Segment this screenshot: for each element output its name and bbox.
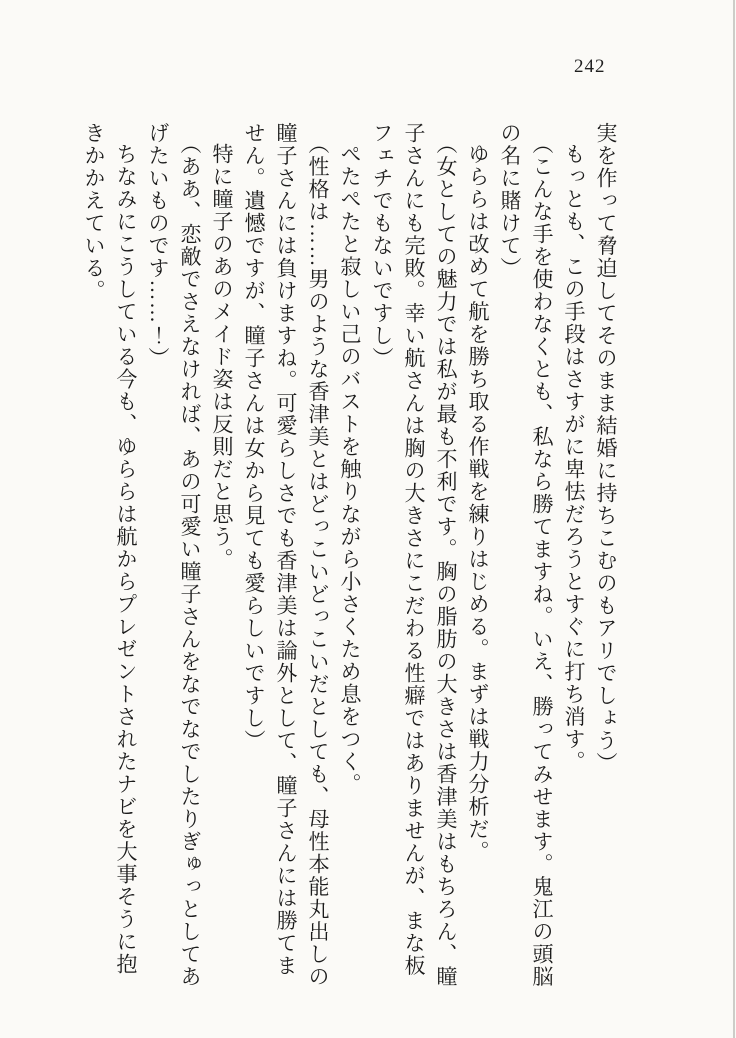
paragraph: ゆららは改めて航を勝ち取る作戦を練りはじめる。まずは戦力分析だ。 xyxy=(466,143,490,863)
page-number: 242 xyxy=(574,56,606,77)
paragraph: ぺたぺたと寂しい己のバストを触りながら小さくため息をつく。 xyxy=(338,143,362,796)
paragraph: （性格は……男のような香津美とはどっこいどっこいだとしても、母性本能丸出しの瞳子さんには負けますね。可愛らしさでも香津美は論外として、瞳子さんには勝てません。遺憾ですが、瞳子さんは女から見ても愛らしいですし） xyxy=(242,122,330,988)
paragraph: ちなみにこうしている今も、ゆららは航からプレゼントされたナビを大事そうに抱きかかえている。 xyxy=(82,122,138,976)
paragraph: （ああ、恋敵でさえなければ、あの可愛い瞳子さんをなでなでしたりぎゅっとしてあげたいものです……！） xyxy=(146,122,202,988)
paragraph: 特に瞳子のあのメイド姿は反則だと思う。 xyxy=(210,143,234,571)
paragraph: （女としての魅力では私が最も不利です。胸の脂肪の大きさは香津美はもちろん、瞳子さんにも完敗。幸い航さんは胸の大きさにこだわる性癖ではありませんが、まな板フェチでもないですし） xyxy=(370,122,458,988)
scan-edge-line xyxy=(733,0,735,1038)
paragraph: もっとも、この手段はさすがに卑怯だろうとすぐに打ち消す。 xyxy=(562,143,586,773)
paragraph: 実を作って脅迫してそのまま結婚に持ちこむのもアリでしょう） xyxy=(594,122,618,775)
vertical-text-block xyxy=(78,122,622,992)
paragraph: （こんな手を使わなくとも、私なら勝てますね。いえ、勝ってみせます。鬼江の頭脳の名に賭けて） xyxy=(498,122,554,988)
